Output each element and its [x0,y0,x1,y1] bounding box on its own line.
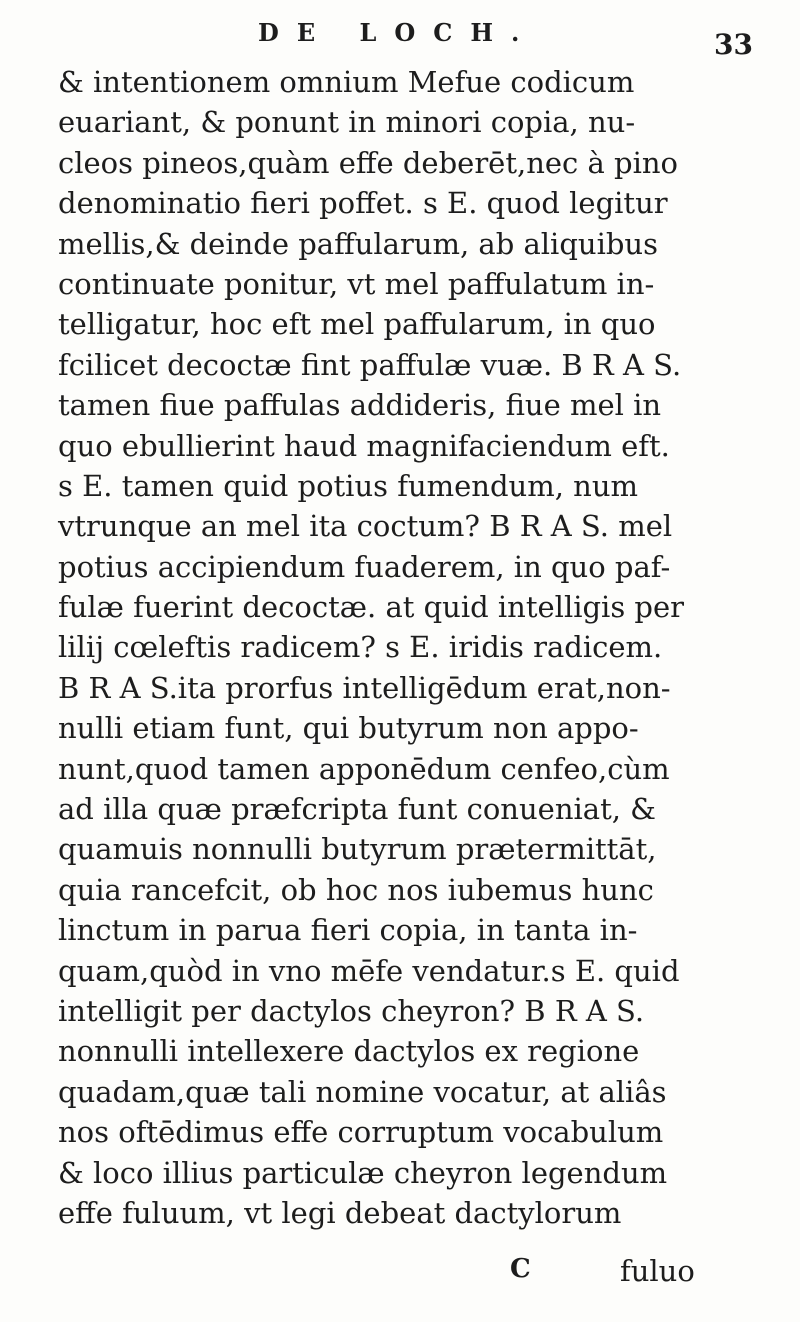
text-line: linctum in parua fieri copia, in tanta in- [58,913,638,948]
running-title: DE LOCH. [258,18,538,47]
text-line: s E. tamen quid potius fumendum, num [58,468,639,503]
text-line: continuate ponitur, vt mel paffulatum in- [58,266,655,301]
running-head [0,14,800,61]
signature-mark: C [510,1254,531,1284]
text-line: quam,quòd in vno mēfe vendatur.s E. quid [58,953,680,988]
text-line: tamen fiue paffulas addideris, fiue mel in [58,388,662,423]
text-line: euariant, & ponunt in minori copia, nu- [58,105,636,140]
text-line: lilij cœleftis radicem? s E. iridis radicem. [58,630,663,665]
text-line: quadam,quæ tali nomine vocatur, at aliâs [58,1074,667,1109]
text-line: telligatur, hoc eft mel paffularum, in quo [58,307,656,342]
text-line: nos oftēdimus effe corruptum vocabulum [58,1115,664,1150]
text-line: B R A S.ita prorfus intelligēdum erat,non- [58,670,671,705]
catchword: fuluo [620,1254,695,1288]
text-line: potius accipiendum fuaderem, in quo paf- [58,549,671,584]
text-line: quo ebullierint haud magnifaciendum eft. [58,428,670,463]
text-line: & loco illius particulæ cheyron legendum [58,1155,668,1190]
text-line: nulli etiam funt, qui butyrum non appo- [58,711,639,746]
text-line: mellis,& deinde paffularum, ab aliquibus [58,226,658,261]
page-footer [0,1254,800,1294]
text-line: denominatio fieri poffet. s E. quod legitur [58,186,668,221]
body-text [58,62,758,1233]
text-line: ad illa quæ præfcripta funt conueniat, & [58,792,656,827]
text-line: fulæ fuerint decoctæ. at quid intelligis per [58,590,685,625]
text-line: fcilicet decoctæ fint paffulæ vuæ. B R A S. [58,347,682,382]
text-line: cleos pineos,quàm effe deberēt,nec à pino [58,145,679,180]
text-line: quia rancefcit, ob hoc nos iubemus hunc [58,872,654,907]
text-line: & intentionem omnium Mefue codicum [58,65,635,99]
text-line: vtrunque an mel ita coctum? B R A S. mel [58,509,673,544]
text-line: nonnulli intellexere dactylos ex regione [58,1034,640,1069]
text-line: intelligit per dactylos cheyron? B R A S. [58,993,645,1028]
text-line: quamuis nonnulli butyrum prætermittāt, [58,832,657,867]
text-line: nunt,quod tamen apponēdum cenfeo,cùm [58,751,670,786]
text-line: effe fuluum, vt legi debeat dactylorum [58,1195,622,1230]
page-number: 33 [714,28,753,61]
